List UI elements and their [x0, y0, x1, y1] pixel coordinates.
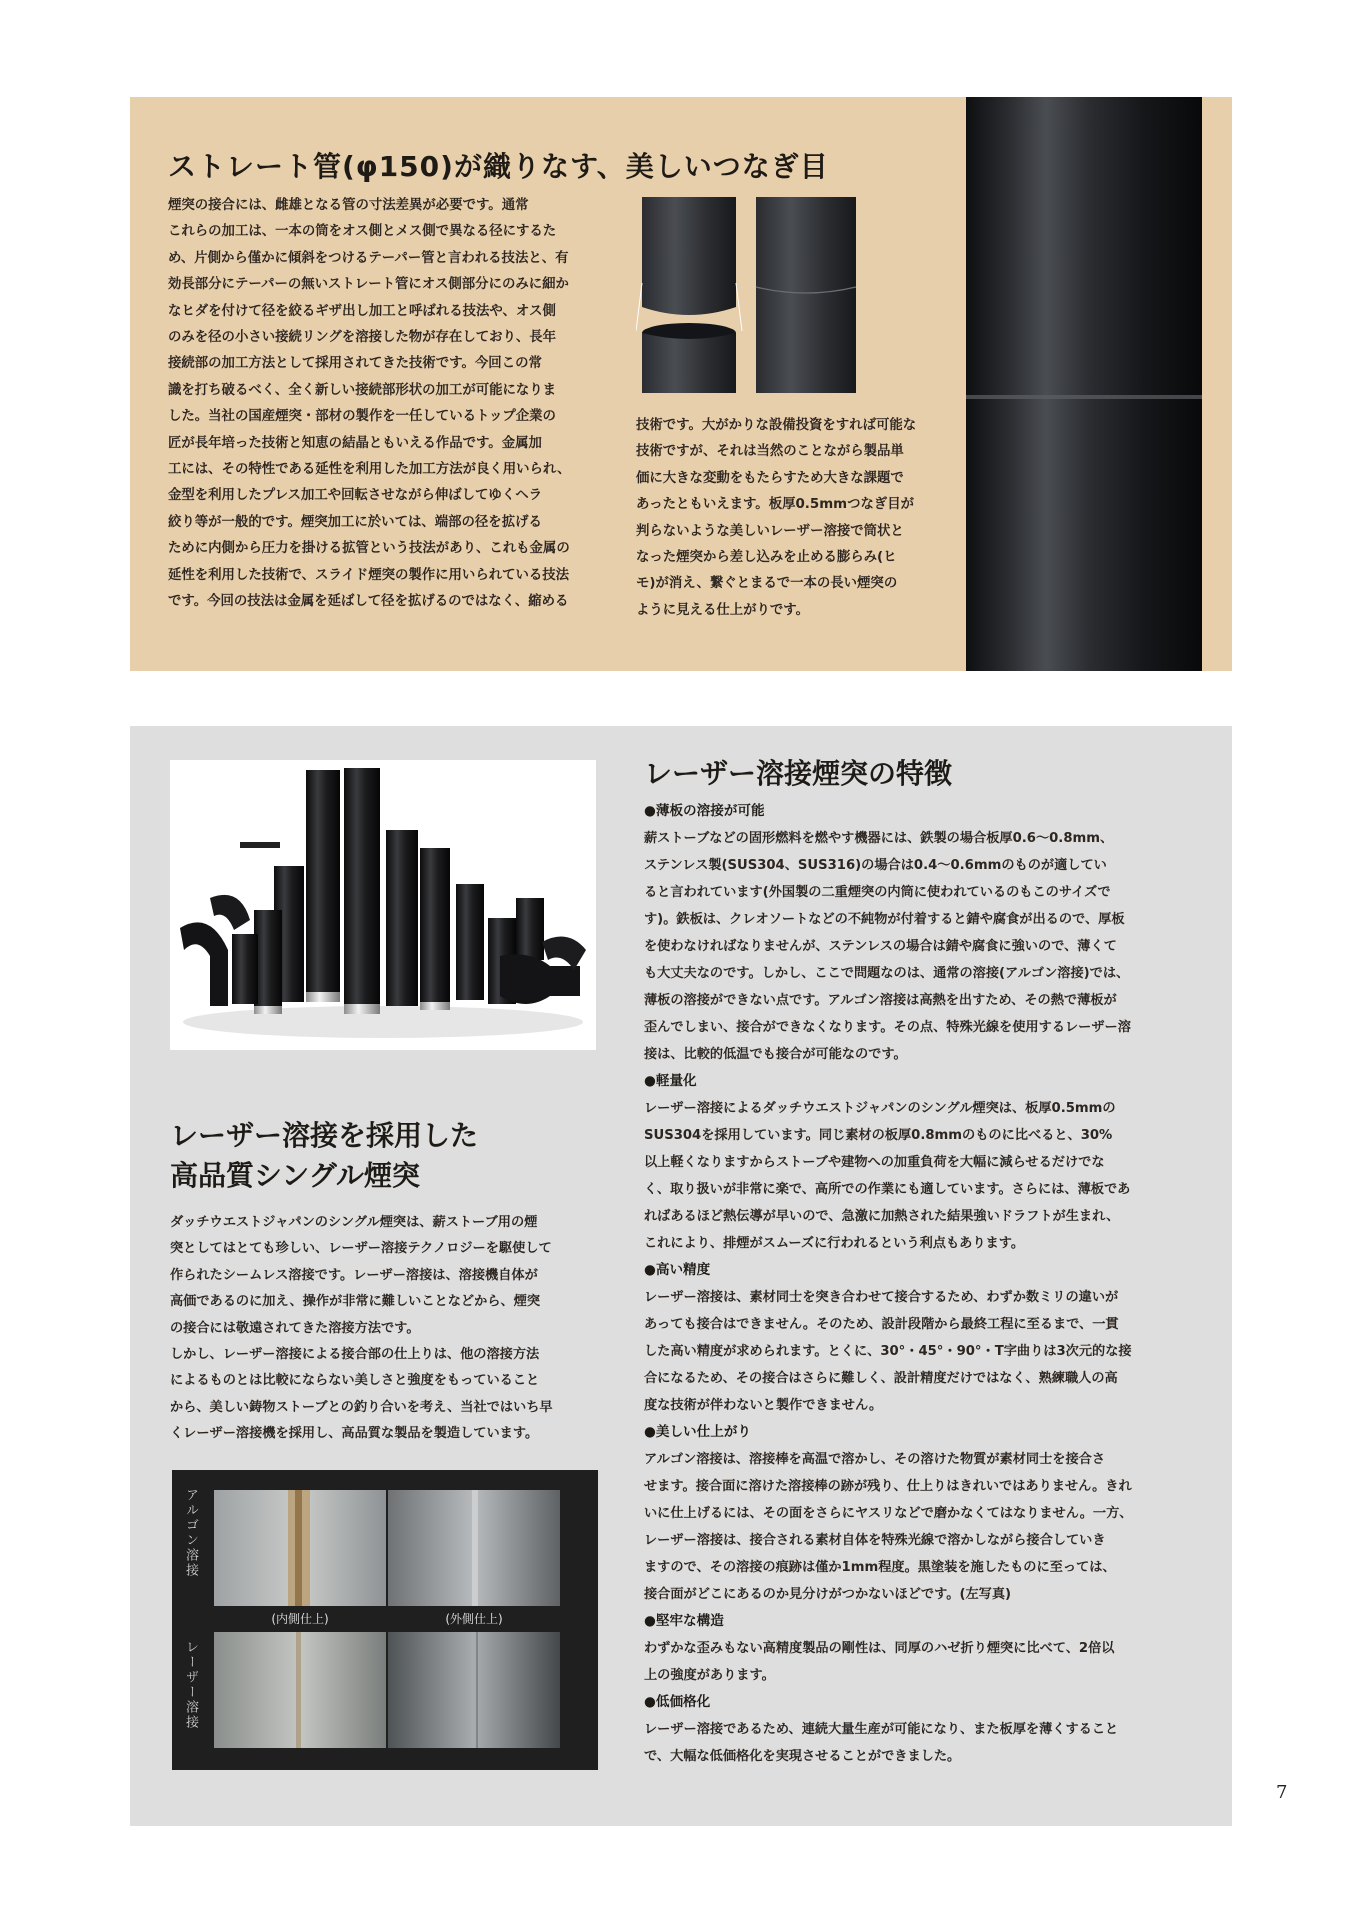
pipe-ring-4	[420, 1002, 450, 1010]
weld-comparison-panel	[172, 1470, 598, 1770]
feature-thin-plate	[644, 798, 1214, 1068]
pipe-6	[254, 910, 282, 1006]
outer-finish-caption: (外側仕上)	[445, 1612, 503, 1626]
laser-weld-inner-photo	[214, 1632, 386, 1748]
feature-heading: ●美しい仕上がり	[644, 1424, 752, 1440]
pipe-ring-2	[306, 992, 340, 1002]
feature-lightweight	[644, 1068, 1214, 1257]
laser-outer-seam	[476, 1632, 478, 1748]
pipe-10	[516, 898, 544, 960]
feature-body: わずかな歪みもない高精度製品の剛性は、同厚のハゼ折り煙突に比べて、2倍以 上の強度があります。	[644, 1641, 1115, 1683]
feature-heading: ●低価格化	[644, 1694, 711, 1710]
argon-weld-label: アルゴン溶接	[183, 1488, 198, 1578]
laser-weld-label: レーザー溶接	[183, 1640, 198, 1730]
pipe-4	[420, 848, 450, 1002]
feature-heading: ●堅牢な構造	[644, 1613, 724, 1629]
damper-handle	[240, 842, 280, 848]
pipe-8	[232, 934, 258, 1004]
pipe-3	[386, 830, 418, 1006]
pipe-ring-6	[254, 1006, 282, 1014]
feature-heading: ●高い精度	[644, 1262, 711, 1278]
laser-weld-heading: レーザー溶接を採用した 高品質シングル煙突	[170, 1119, 479, 1192]
argon-inner-bead-core	[295, 1490, 302, 1606]
pipe-tall-2	[306, 770, 340, 992]
feature-low-price	[644, 1689, 1214, 1770]
floor-shadow	[183, 1006, 583, 1038]
laser-weld-outer-photo	[388, 1632, 560, 1748]
feature-finish	[644, 1419, 1214, 1608]
feature-body: レーザー溶接は、素材同士を突き合わせて接合するため、わずか数ミリの違いが あっても接合はできません。そのため、設計段階から最終工程に至るまで、一貫 した高い精度が求められます。とくに、30°・45°・90°・T字曲りは3次元的な接 合になるため、その接合はさらに難しく、設計精度だけではなく、熟練職人の高 度な技術が伴わないと製作できません。	[644, 1290, 1132, 1413]
feature-precision	[644, 1257, 1214, 1419]
page-number: 7	[1276, 1782, 1288, 1803]
laser-outer-surface	[388, 1632, 560, 1748]
features-list	[644, 798, 1214, 1770]
pipe-ring-1	[344, 1004, 380, 1014]
chimney-products-photo	[170, 760, 596, 1050]
chimney-pipe-photo	[966, 97, 1202, 671]
feature-body: 薪ストーブなどの固形燃料を燃やす機器には、鉄製の場合板厚0.6〜0.8mm、 ステンレス製(SUS304、SUS316)の場合は0.4〜0.6mmのものが適してい ると言われています(外国製の二重煙突の内筒に使われているのもこのサイズで す)。鉄板は、クレオソートなどの不純物が付着すると錆や腐食が出るので、厚板 を使わなければなりませんが、ステンレスの場合は錆や腐食に強いので、薄くて も大丈夫なのです。しかし、ここで問題なのは、通常の溶接(アルゴン溶接)では、 薄板の溶接ができない点です。アルゴン溶接は高熱を出すため、その熱で薄板が 歪んでしまい、接合ができなくなります。その点、特殊光線を使用するレーザー溶 接は、比較的低温でも接合が可能なのです。	[644, 831, 1131, 1062]
feature-sturdy	[644, 1608, 1214, 1689]
feature-body: アルゴン溶接は、溶接棒を高温で溶かし、その溶けた物質が素材同士を接合さ せます。接合面に溶けた溶接棒の跡が残り、仕上りはきれいではありません。きれ いに仕上げるには、その面をさらにヤスリなどで磨かなくてはなりません。一方、 レーザー溶接は、接合される素材自体を特殊光線で溶かしながら接合していき ますので、その溶接の痕跡は僅か1mm程度。黒塗装を施したものに至っては、 接合面がどこにあるのか見分けがつかないほどです。(左写真)	[644, 1452, 1133, 1602]
straight-pipe-heading: ストレート管(φ150)が織りなす、美しいつなぎ目	[168, 150, 829, 183]
upper-pipe-shape	[642, 197, 736, 315]
laser-weld-description: ダッチウエストジャパンのシングル煙突は、薪ストーブ用の煙 突としてはとても珍しい、レーザー溶接テクノロジーを駆使して 作られたシームレス溶接です。レーザー溶接は、溶接機自体が 高価であるのに加え、操作が非常に難しいことなどから、煙突 の接合には敬遠されてきた溶接方法です。 しかし、レーザー溶接による接合部の仕上りは、他の溶接方法 によるものとは比較にならない美しさと強度をもっていること から、美しい鋳物ストーブとの釣り合いを考え、当社ではいち早 くレーザー溶接機を採用し、高品質な製品を製造しています。	[170, 1215, 553, 1442]
laser-weld-section	[130, 726, 1232, 1826]
laser-inner-seam	[296, 1632, 301, 1748]
pipe-joint-diagram	[636, 197, 876, 393]
straight-pipe-text-col1: 煙突の接合には、雌雄となる管の寸法差異が必要です。通常 これらの加工は、一本の筒をオス側とメス側で異なる径にするた め、片側から僅かに傾斜をつけるテーパー管と言われる技法と、有 効長部分にテーパーの無いストレート管にオス側部分にのみに細か なヒダを付けて径を絞るギザ出し加工と呼ばれる技法や、オス側 のみを径の小さい接続リングを溶接した物が存在しており、長年 接続部の加工方法として採用されてきた技術です。今回この常 識を打ち破るべく、全く新しい接続部形状の加工が可能になりま した。当社の国産煙突・部材の製作を一任しているトップ企業の 匠が長年培った技術と知恵の結晶ともいえる作品です。金属加 工には、その特性である延性を利用した加工方法が良く用いられ、 金型を利用したプレス加工や回転させながら伸ばしてゆくヘラ 絞り等が一般的です。煙突加工に於いては、端部の径を拡げる ために内側から圧力を掛ける拡管という技法があり、これも金属の 延性を利用した技術で、スライド煙突の製作に用いられている技法 です。今回の技法は金属を延ばして径を拡げるのではなく、縮める	[168, 198, 571, 610]
feature-heading: ●薄板の溶接が可能	[644, 803, 765, 819]
pipe-7	[456, 884, 484, 1000]
lower-pipe-shape	[642, 333, 736, 393]
feature-heading: ●軽量化	[644, 1073, 697, 1089]
chimney-pipe-seam	[966, 395, 1202, 399]
features-heading: レーザー溶接煙突の特徴	[644, 757, 953, 790]
feature-body: レーザー溶接によるダッチウエストジャパンのシングル煙突は、板厚0.5mmの SUS304を採用しています。同じ素材の板厚0.8mmのものに比べると、30% 以上軽くなりますからストーブや建物への加重負荷を大幅に減らせるだけでな く、取り扱いが非常に楽で、高所での作業にも適しています。さらには、薄板であ ればあるほど熱伝導が早いので、急激に加熱された結果強いドラフトが生まれ、 これにより、排煙がスムーズに行われるという利点もあります。	[644, 1101, 1131, 1251]
inner-finish-caption: (内側仕上)	[271, 1612, 329, 1626]
pipe-tall-1	[344, 768, 380, 1004]
joined-pipe-shape	[756, 197, 856, 393]
straight-pipe-section	[130, 97, 1232, 671]
argon-weld-inner-photo	[214, 1490, 386, 1606]
argon-weld-outer-photo	[388, 1490, 560, 1606]
straight-pipe-text-col2: 技術です。大がかりな設備投資をすれば可能な 技術ですが、それは当然のことながら製品単 価に大きな変動をもたらすため大きな課題で あったともいえます。板厚0.5mmつなぎ目が 判らないような美しいレーザー溶接で筒状と なった煙突から差し込みを止める膨らみ(ヒ モ)が消え、繋ぐとまるで一本の長い煙突の ように見える仕上がりです。	[636, 418, 917, 618]
argon-outer-seam	[472, 1490, 478, 1606]
feature-body: レーザー溶接であるため、連続大量生産が可能になり、また板厚を薄くすること で、大幅な低価格化を実現させることができました。	[644, 1722, 1119, 1764]
